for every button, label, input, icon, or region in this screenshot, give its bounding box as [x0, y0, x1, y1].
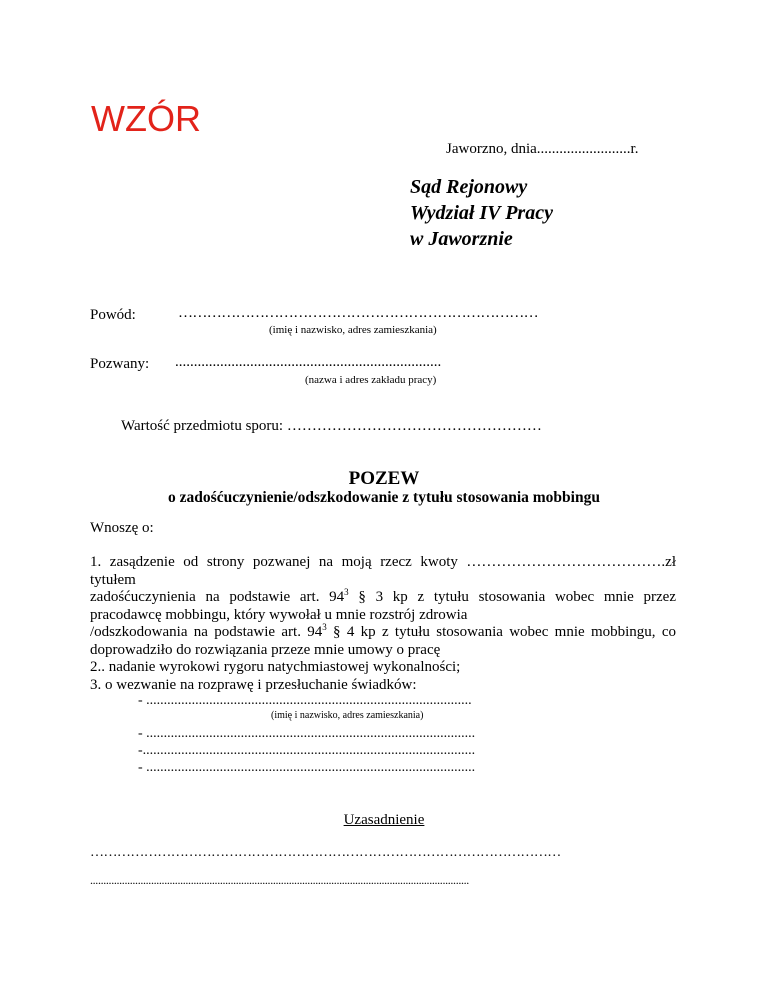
court-name: Sąd Rejonowy — [410, 176, 528, 198]
item1-line5: /odszkodowania na podstawie art. $94^3$ § 4 kp z tytułu stosowania wobec mnie mobbingu, co — [90, 622, 676, 640]
item1-line4: pracodawcę mobbingu, który wywołał u mnie rozstrój zdrowia — [90, 606, 468, 623]
witness-line-4: - .............................................................................................. — [138, 760, 476, 775]
justification-line-1: …………………………………………………………………………………………… — [90, 845, 561, 860]
plaintiff-fill-line: ………………………………………………………………… — [178, 305, 539, 321]
item2: 2.. nadanie wyrokowi rygoru natychmiastowej wykonalności; — [90, 659, 461, 675]
court-division: Wydział IV Pracy — [410, 202, 553, 224]
plaintiff-label: Powód: — [90, 307, 136, 323]
witness-line-1: - ............................................................................................. — [138, 693, 472, 708]
dispute-value-line: Wartość przedmiotu sporu: …………………………………………… — [121, 418, 542, 434]
request-list — [90, 554, 676, 694]
document-title: POZEW — [348, 468, 420, 489]
watermark-label: WZÓR — [91, 98, 201, 139]
request-intro: Wnoszę o: — [90, 520, 154, 536]
court-address — [410, 174, 553, 252]
justification-heading: Uzasadnienie — [343, 812, 425, 828]
witness-line-2: - .............................................................................................. — [138, 726, 476, 741]
defendant-hint: (nazwa i adres zakładu pracy) — [305, 374, 437, 386]
witness-hint: (imię i nazwisko, adres zamieszkania) — [271, 710, 424, 721]
item1-line1: 1. zasądzenie od strony pozwanej na moją rzecz kwoty ………………………………….zł — [90, 554, 676, 570]
item1-line2: tytułem — [90, 571, 136, 588]
witness-line-3: -............................................................................................... — [138, 743, 476, 758]
court-city: w Jaworznie — [410, 228, 513, 250]
defendant-label: Pozwany: — [90, 356, 150, 372]
defendant-fill-line: ....................................................................... — [175, 354, 442, 370]
plaintiff-hint: (imię i nazwisko, adres zamieszkania) — [269, 324, 437, 336]
date-line: Jaworzno, dnia.........................r. — [446, 141, 639, 157]
item1-line3: zadośćuczynienia na podstawie art. $94^3$ § 3 kp z tytułu stosowania wobec mnie przez — [90, 587, 676, 605]
item1-line6: doprowadziło do rozwiązania przeze mnie umowy o pracę — [90, 641, 441, 658]
item3: 3. o wezwanie na rozprawę i przesłuchanie świadków: — [90, 676, 417, 693]
justification-line-2: ............................................................................................................................................... — [90, 873, 469, 887]
document-subtitle: o zadośćuczynienie/odszkodowanie z tytułu stosowania mobbingu — [168, 489, 600, 506]
